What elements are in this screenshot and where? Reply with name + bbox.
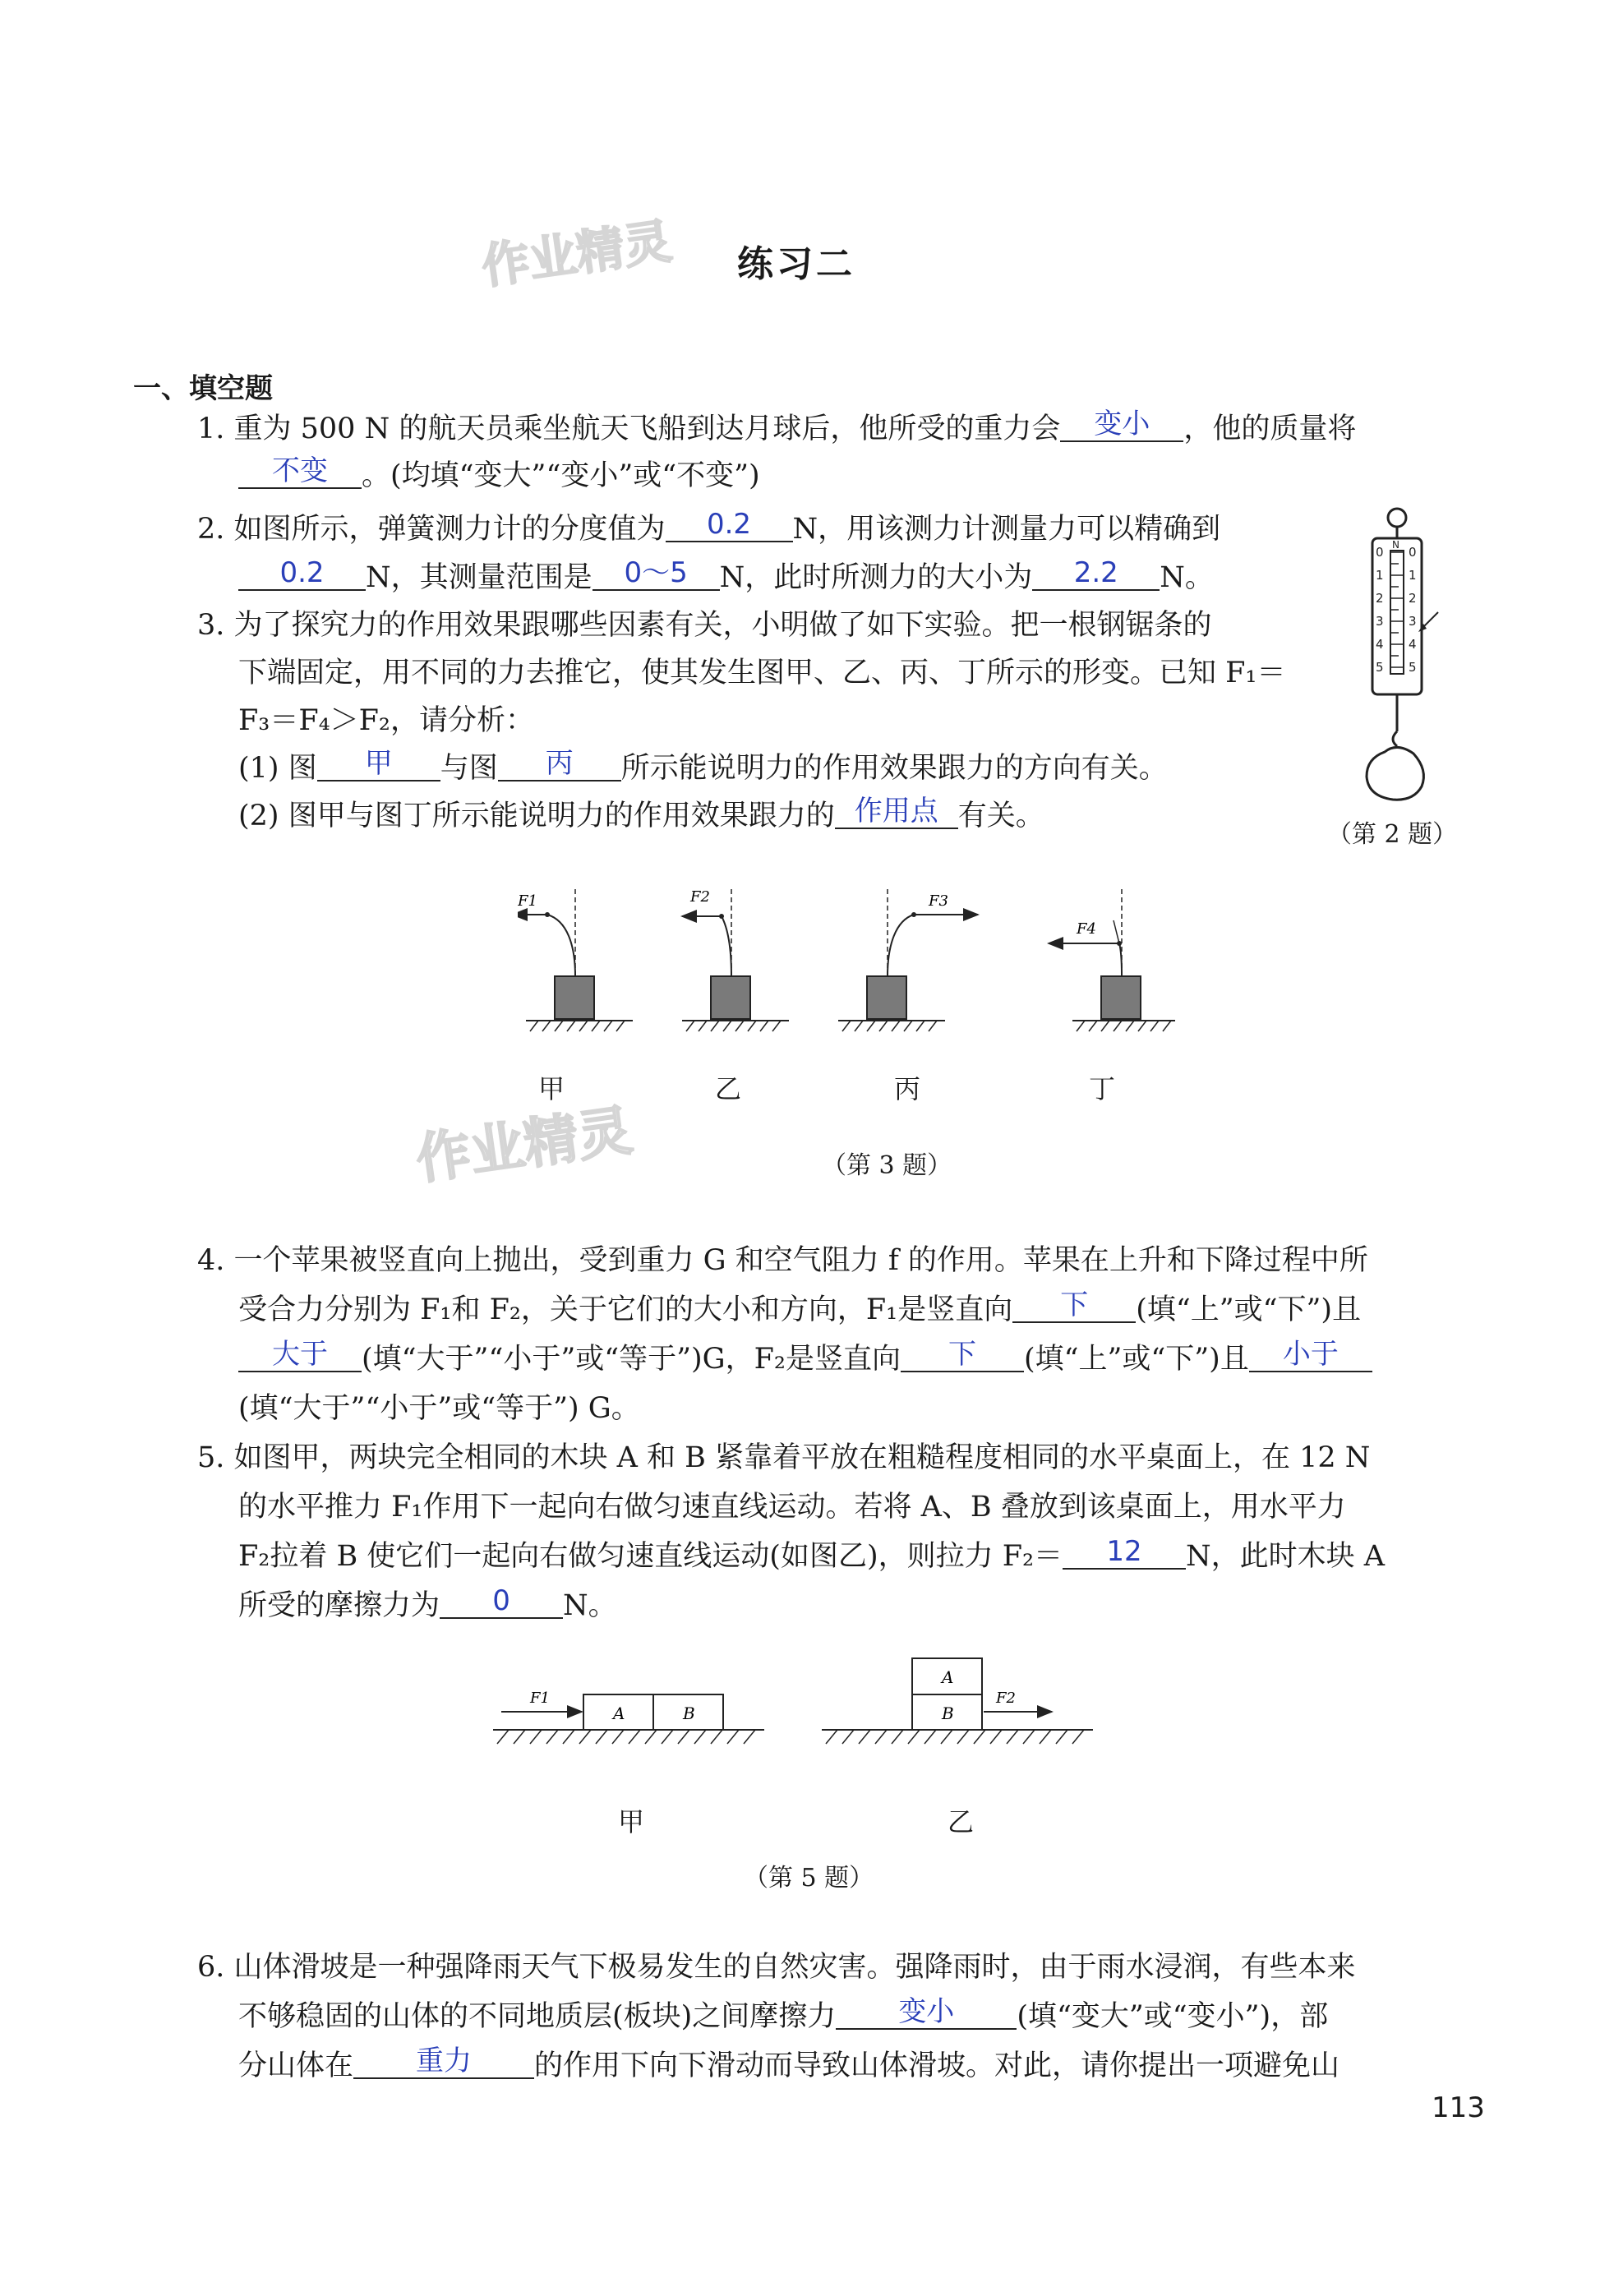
q2-answer-2: 0.2	[238, 556, 366, 591]
watermark-mid: 作业精灵	[412, 1098, 636, 1192]
q2-line2: 0.2 N，其测量范围是 0～5 N，此时所测力的大小为 2.2 N。	[238, 560, 1214, 596]
q3-label-jia: 甲	[538, 1073, 565, 1104]
q3-diagram-yi	[682, 888, 789, 1031]
q3-figure	[518, 871, 1175, 1035]
q4-answer-3: 下	[901, 1338, 1024, 1372]
q3-answer-2: 丙	[498, 747, 621, 781]
q3-diagram-bing	[838, 889, 978, 1031]
scale-label-2: 2	[1376, 591, 1384, 606]
q5-diagram-jia	[493, 1690, 764, 1744]
q6-line2: 不够稳固的山体的不同地质层(板块)之间摩擦力 变小 (填“变大”或“变小”)，部	[238, 1995, 1329, 2033]
scale-unit: N	[1392, 539, 1399, 551]
block-a-jia: A	[613, 1704, 625, 1723]
q4-answer-1: 下	[1012, 1289, 1136, 1323]
q5-figure	[493, 1644, 1118, 1775]
q5-force-f2: F2	[996, 1690, 1016, 1707]
q3-line1: 3. 为了探究力的作用效果跟哪些因素有关，小明做了如下实验。把一根钢锯条的	[197, 609, 1212, 642]
q1-line1: 1. 重为 500 N 的航天员乘坐航天飞船到达月球后，他所受的重力会 变小 ，他的质量将	[197, 408, 1357, 445]
q5-force-f1: F1	[530, 1690, 550, 1707]
q2-answer-1: 0.2	[666, 508, 793, 542]
q4-line2: 受合力分别为 F₁和 F₂，关于它们的大小和方向，F₁是竖直向 下 (填“上”或“下”)且	[238, 1289, 1362, 1326]
q3-line2: 下端固定，用不同的力去推它，使其发生图甲、乙、丙、丁所示的形变。已知 F₁＝	[238, 657, 1286, 689]
q3-diagram-ding	[1049, 889, 1175, 1031]
q6-line3: 分山体在 重力 的作用下向下滑动而导致山体滑坡。对此，请你提出一项避免山	[238, 2045, 1340, 2082]
force-label-f2: F2	[690, 888, 710, 906]
scale-label-5: 5	[1376, 660, 1384, 675]
scale-label-4: 4	[1376, 637, 1384, 652]
q5-answer-1: 12	[1063, 1535, 1186, 1570]
section-heading: 一、填空题	[133, 372, 273, 405]
q3-label-yi: 乙	[715, 1073, 742, 1104]
page-number: 113	[1432, 2091, 1485, 2124]
q4-line4: (填“大于”“小于”或“等于”) G。	[238, 1392, 640, 1425]
q5-label-yi: 乙	[948, 1806, 975, 1837]
q5-line2: 的水平推力 F₁作用下一起向右做匀速直线运动。若将 A、B 叠放到该桌面上，用水平力	[238, 1491, 1346, 1524]
q3-answer-3: 作用点	[835, 795, 958, 829]
q4-line3: 大于 (填“大于”“小于”或“等于”)G，F₂是竖直向 下 (填“上”或“下”)且 小于	[238, 1341, 1372, 1377]
spring-scale-figure	[1348, 505, 1446, 809]
q3-diagram-jia	[518, 889, 633, 1031]
block-b-jia: B	[683, 1704, 695, 1723]
page-title: 练习二	[737, 243, 855, 285]
q5-caption: （第 5 题）	[744, 1864, 874, 1893]
q3-part1: (1) 图 甲 与图 丙 所示能说明力的作用效果跟力的方向有关。	[238, 747, 1168, 785]
scale-label-3r: 3	[1409, 614, 1417, 629]
q5-diagram-yi	[822, 1658, 1093, 1744]
force-label-f1: F1	[518, 892, 537, 910]
q4-answer-2: 大于	[238, 1338, 362, 1372]
force-label-f3: F3	[929, 892, 948, 910]
q2-answer-3: 0～5	[593, 556, 720, 591]
scale-label-5r: 5	[1409, 660, 1417, 675]
scale-label-4r: 4	[1409, 637, 1417, 652]
q5-answer-2: 0	[440, 1584, 563, 1619]
q3-caption: （第 3 题）	[822, 1151, 952, 1180]
q6-answer-1: 变小	[836, 1995, 1017, 2030]
scale-label-0r: 0	[1409, 545, 1417, 560]
q3-part2: (2) 图甲与图丁所示能说明力的作用效果跟力的 作用点 有关。	[238, 795, 1044, 832]
block-b-yi: B	[942, 1704, 954, 1723]
q5-line4: 所受的摩擦力为 0 N。	[238, 1584, 617, 1622]
scale-label-0: 0	[1376, 545, 1384, 560]
scale-label-1: 1	[1376, 568, 1384, 583]
scale-label-3: 3	[1376, 614, 1384, 629]
q4-answer-4: 小于	[1249, 1338, 1372, 1372]
watermark-top: 作业精灵	[478, 213, 676, 295]
scale-label-2r: 2	[1409, 591, 1417, 606]
q3-label-bing: 丙	[894, 1073, 921, 1104]
block-a-yi: A	[942, 1667, 954, 1687]
q1-answer-1: 变小	[1060, 408, 1183, 442]
q5-label-jia: 甲	[618, 1806, 645, 1837]
q2-answer-4: 2.2	[1032, 556, 1160, 591]
force-label-f4: F4	[1077, 920, 1096, 938]
q2-line1: 2. 如图所示，弹簧测力计的分度值为 0.2 N，用该测力计测量力可以精确到	[197, 508, 1221, 546]
scale-label-1r: 1	[1409, 568, 1417, 583]
q6-answer-2: 重力	[353, 2045, 534, 2079]
q1-answer-2: 不变	[238, 454, 362, 489]
q2-caption: （第 2 题）	[1327, 820, 1458, 849]
q3-label-ding: 丁	[1089, 1073, 1116, 1104]
q5-line3: F₂拉着 B 使它们一起向右做匀速直线运动(如图乙)，则拉力 F₂＝ 12 N，此时木块 A	[238, 1535, 1386, 1573]
q3-answer-1: 甲	[317, 747, 440, 781]
q5-line1: 5. 如图甲，两块完全相同的木块 A 和 B 紧靠着平放在粗糙程度相同的水平桌面上，在 12 N	[197, 1441, 1371, 1474]
q3-line3: F₃＝F₄＞F₂，请分析：	[238, 704, 534, 737]
q6-line1: 6. 山体滑坡是一种强降雨天气下极易发生的自然灾害。强降雨时，由于雨水浸润，有些本来	[197, 1951, 1356, 1984]
q1-line2: 不变 。(均填“变大”“变小”或“不变”)	[238, 458, 760, 494]
q4-line1: 4. 一个苹果被竖直向上抛出，受到重力 G 和空气阻力 f 的作用。苹果在上升和下降过程中所	[197, 1244, 1368, 1277]
